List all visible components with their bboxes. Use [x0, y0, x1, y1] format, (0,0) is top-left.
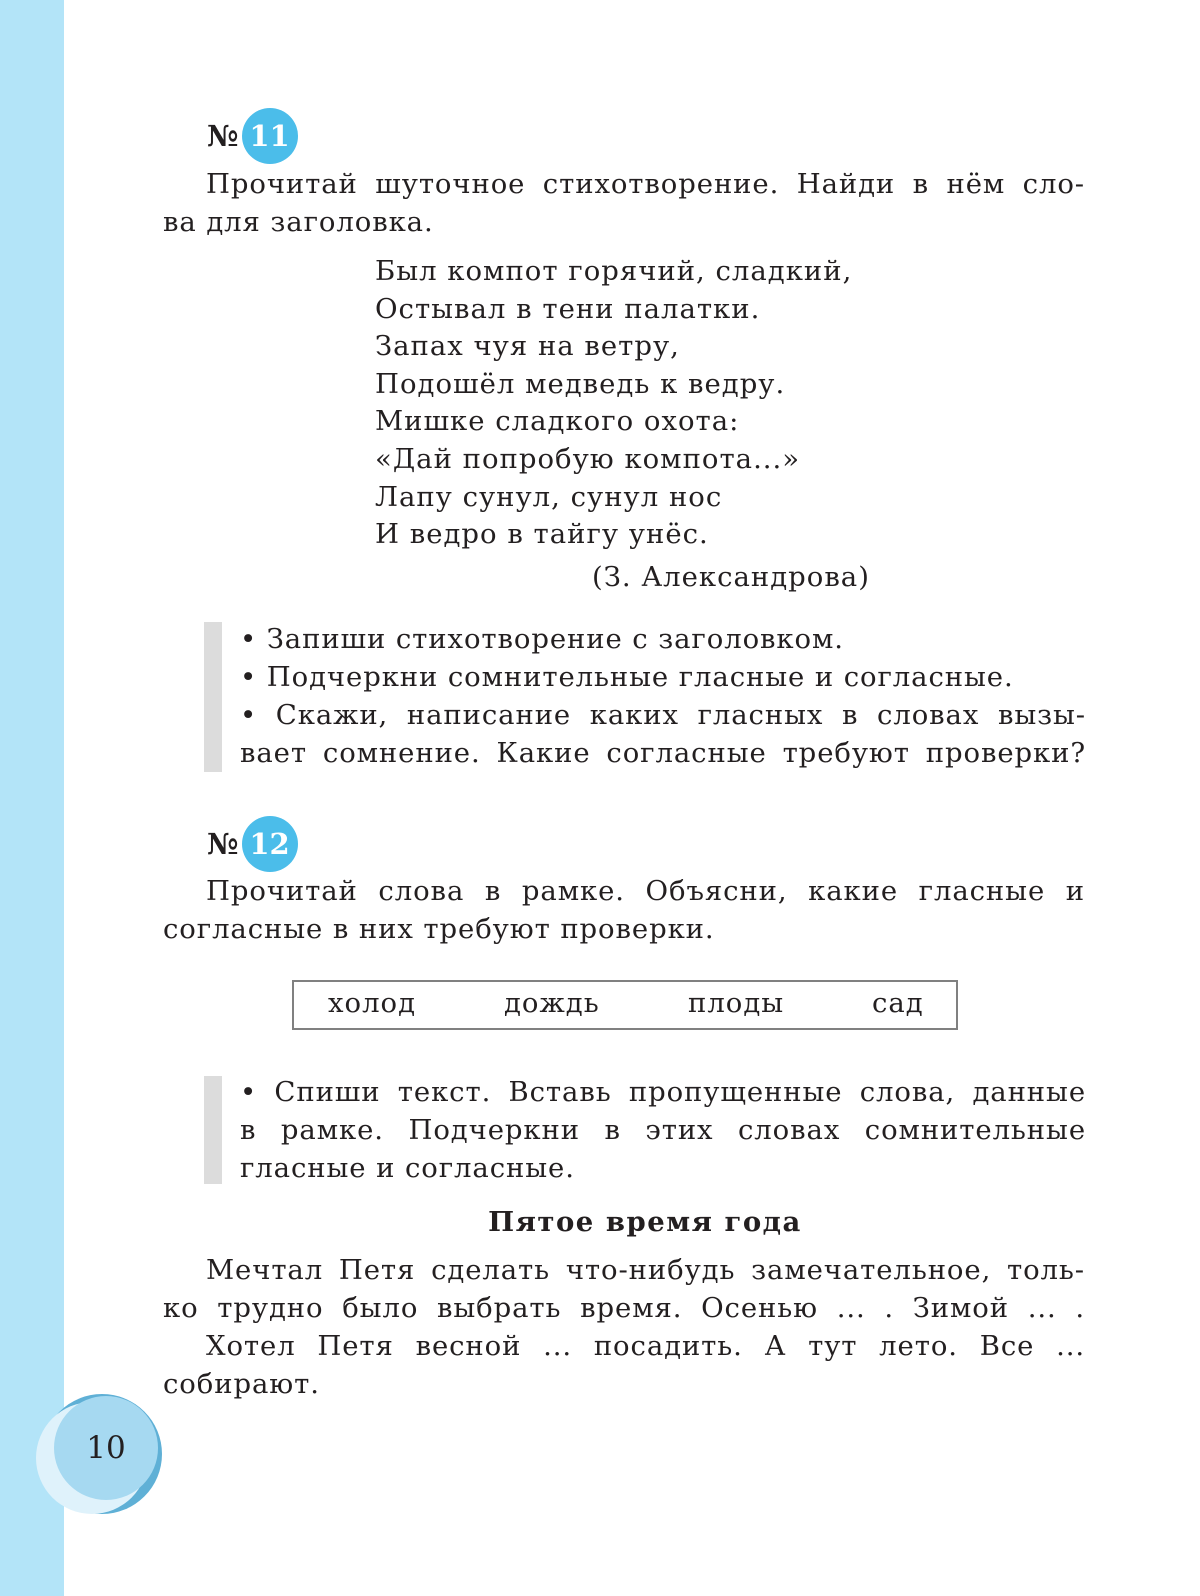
- poem: [375, 253, 852, 554]
- poem-author: (З. Александрова): [592, 561, 870, 593]
- story-title: Пятое время года: [488, 1206, 802, 1238]
- word-box: [292, 980, 958, 1030]
- poem-line: Мишке сладкого охота:: [375, 405, 740, 438]
- exercise-12-tasks: [240, 1073, 1086, 1187]
- poem-line: Подошёл медведь к ведру.: [375, 367, 786, 400]
- word-box-item: дождь: [504, 987, 600, 1019]
- number-sign: №: [207, 827, 239, 861]
- story-text: [163, 1251, 1085, 1403]
- word-box-item: холод: [328, 987, 417, 1019]
- task-line: • Запиши стихотворение с заголовком.: [240, 623, 844, 655]
- exercise-number-badge: 11: [242, 108, 298, 164]
- story-line: Мечтал Петя сделать что-нибудь замечательное, толь-: [206, 1254, 1085, 1286]
- instruction-line: согласные в них требуют проверки.: [163, 913, 715, 945]
- task-line: в рамке. Подчеркни в этих словах сомнительные: [240, 1114, 1086, 1146]
- exercise-12-heading: [207, 816, 298, 872]
- task-line: • Подчеркни сомнительные гласные и согласные.: [240, 661, 1014, 693]
- exercise-11-instruction: [163, 165, 1085, 241]
- instruction-line: Прочитай шуточное стихотворение. Найди в нём сло-: [206, 168, 1085, 200]
- story-line: собирают.: [163, 1368, 320, 1400]
- poem-line: Остывал в тени палатки.: [375, 292, 761, 325]
- exercise-11-tasks: [240, 620, 1086, 772]
- poem-line: Запах чуя на ветру,: [375, 330, 680, 363]
- number-sign: №: [207, 119, 239, 153]
- word-box-item: плоды: [688, 987, 785, 1019]
- poem-line: Лапу сунул, сунул нос: [375, 480, 723, 513]
- poem-line: Был компот горячий, сладкий,: [375, 255, 853, 287]
- task-marker-bar: [204, 1076, 222, 1184]
- word-box-item: сад: [872, 987, 924, 1019]
- poem-line: «Дай попробую компота...»: [375, 442, 801, 475]
- story-line: Хотел Петя весной ... посадить. А тут лето. Все ...: [206, 1330, 1085, 1362]
- page-number: 10: [54, 1396, 158, 1500]
- page-number-badge: [36, 1390, 162, 1516]
- exercise-12-instruction: [163, 872, 1085, 948]
- task-line: вает сомнение. Какие согласные требуют проверки?: [240, 737, 1086, 769]
- exercise-11-heading: [207, 108, 298, 164]
- task-line: гласные и согласные.: [240, 1152, 575, 1184]
- side-band: [0, 0, 64, 1596]
- instruction-line: ва для заголовка.: [163, 206, 434, 238]
- story-line: ко трудно было выбрать время. Осенью ... . Зимой ... .: [163, 1292, 1085, 1324]
- task-line: • Скажи, написание каких гласных в словах вызы-: [240, 699, 1086, 731]
- poem-line: И ведро в тайгу унёс.: [375, 518, 709, 551]
- exercise-number-badge: 12: [242, 816, 298, 872]
- task-line: • Спиши текст. Вставь пропущенные слова, данные: [240, 1076, 1086, 1108]
- instruction-line: Прочитай слова в рамке. Объясни, какие гласные и: [206, 875, 1085, 907]
- task-marker-bar: [204, 622, 222, 772]
